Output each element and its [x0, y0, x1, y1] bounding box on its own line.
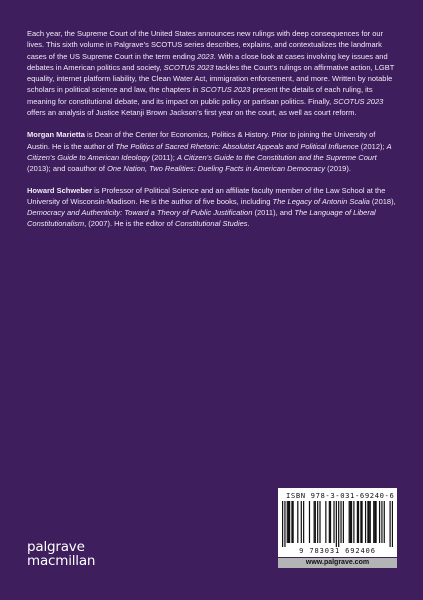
barcode-bar — [309, 501, 310, 543]
barcode-icon — [282, 501, 393, 547]
barcode-digits: 9 783031 692406 — [299, 547, 376, 555]
barcode-bar — [297, 501, 298, 543]
barcode-bar — [368, 501, 369, 543]
barcode-bar — [379, 501, 380, 543]
barcode-bar — [333, 501, 334, 543]
barcode-bar — [330, 501, 331, 543]
barcode-bar — [374, 501, 375, 543]
barcode-bar — [303, 501, 304, 543]
barcode-bar — [315, 501, 316, 543]
barcode-bar — [289, 501, 290, 543]
barcode-bar — [284, 501, 285, 547]
barcode-bar — [349, 501, 350, 543]
barcode-bar — [365, 501, 366, 543]
barcode-bar — [367, 501, 368, 543]
logo-line-palgrave: palgrave — [27, 539, 85, 555]
barcode-bar — [381, 501, 382, 543]
barcode-bar — [325, 501, 326, 543]
barcode-bar — [353, 501, 354, 543]
barcode-bar — [288, 501, 289, 543]
barcode-bar — [384, 501, 385, 543]
logo-line-macmillan: macmillan — [27, 553, 96, 569]
book-description: Each year, the Supreme Court of the United States announces new rulings with deep consequences for our lives. This sixth volume in Palgrave’s SCOTUS series describes, explains, and contextualizes the landmark cases of the US Supreme Court in the term ending 2023. With a close look at cases involving key issues and debates in American politics and society, SCOTUS 2023 tackles the Court’s rulings on affirmative action, LGBT equality, internet platform liability, the Clean Water Act, immigration enforcement, and more. Written by notable scholars in political science and law, the chapters in SCOTUS 2023 present the details of each ruling, its meaning for constitutional debate, and its impact on public policy or partisan politics. Finally, SCOTUS 2023 offers an analysis of Justice Ketanji Brown Jackson’s first year on the court, as well as court reform. — [27, 29, 395, 118]
barcode-bar — [351, 501, 352, 543]
barcode-bar — [336, 501, 337, 547]
barcode-bar — [291, 501, 292, 543]
barcode-bar — [338, 501, 339, 547]
barcode-bar — [375, 501, 376, 543]
barcode-bar — [293, 501, 294, 543]
barcode-bar — [319, 501, 320, 543]
barcode-bar — [282, 501, 283, 547]
isbn-barcode — [278, 488, 397, 557]
isbn-label: ISBN 978-3-031-69240-6 — [286, 491, 395, 500]
barcode-bar — [370, 501, 371, 543]
back-cover-text — [27, 28, 397, 240]
author-bio-schweber: Howard Schweber is Professor of Political Science and an affiliate faculty member of the Law School at the University of Wisconsin-Madison. He is the author of five books, including The Legacy of Antonin Scalia (2018), Democracy and Authenticity: Toward a Theory of Public Justification (2011), and The Language of Liberal Constitutionalism, (2007). He is the editor of Constitutional Studies. — [27, 185, 396, 229]
author-name: Morgan Marietta — [27, 130, 85, 140]
barcode-bar — [392, 501, 393, 547]
barcode-bar — [340, 501, 341, 543]
barcode-bar — [314, 501, 315, 543]
barcode-bar — [329, 501, 330, 543]
barcode-bar — [373, 501, 374, 543]
author-name: Howard Schweber — [27, 185, 93, 195]
barcode-bar — [350, 501, 351, 543]
palgrave-macmillan-logo — [27, 540, 95, 568]
barcode-bar — [301, 501, 302, 543]
barcode-bar — [357, 501, 358, 543]
barcode-bar — [360, 501, 361, 543]
publisher-url[interactable]: www.palgrave.com — [278, 558, 397, 568]
barcode-bar — [317, 501, 318, 543]
barcode-bar — [358, 501, 359, 543]
author-bio-marietta: Morgan Marietta is Dean of the Center for Economics, Politics & History. Prior to joining the University of Austin. He is the author of The Politics of Sacred Rhetoric: Absolutist Appeals and Political Influence (2012); A Citizen’s Guide to American Ideology (2011); A Citizen’s Guide to the Constitution and the Supreme Court (2013); and coauthor of One Nation, Two Realities: Dueling Facts in American Democracy (2019). — [27, 130, 392, 174]
barcode-bar — [389, 501, 390, 547]
barcode-bar — [361, 501, 362, 543]
barcode-bar — [343, 501, 344, 543]
barcode-bar — [287, 501, 288, 543]
